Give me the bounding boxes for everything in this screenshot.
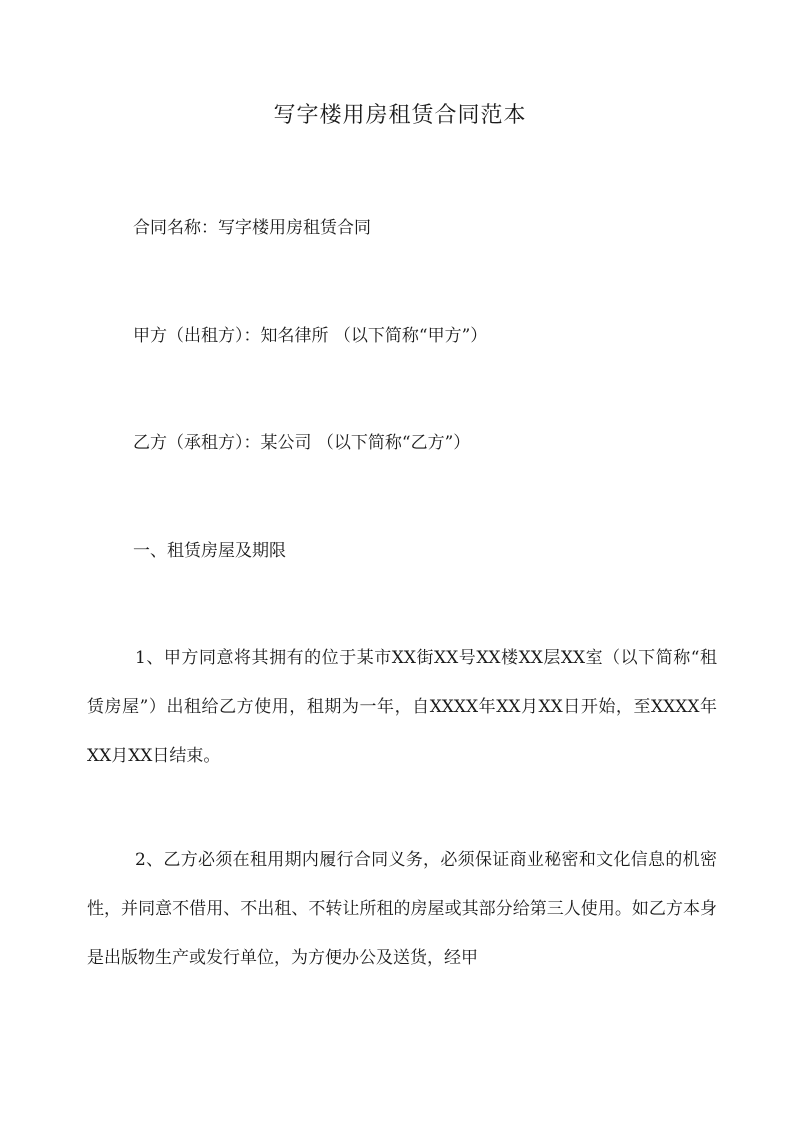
document-title: 写字楼用房租赁合同范本: [273, 103, 527, 128]
section-heading: 一、租赁房屋及期限: [133, 541, 286, 561]
clause-paragraph: 1、甲方同意将其拥有的位于某市XX街XX号XX楼XX层XX室（以下简称“租赁房屋”）出租给乙方使用，租期为一年，自XXXX年XX月XX日开始，至XXXX年XX月XX日结束。: [87, 648, 717, 766]
party-b-line: 乙方（承租方）：某公司 （以下简称“乙方”）: [133, 433, 471, 453]
clause-paragraph: 2、乙方必须在租用期内履行合同义务，必须保证商业秘密和文化信息的机密性，并同意不借用、不出租、不转让所租的房屋或其部分给第三人使用。如乙方本身是出版物生产或发行单位，为方便办公及送货，经甲: [87, 850, 717, 968]
contract-name-line: 合同名称：写字楼用房租赁合同: [133, 218, 371, 238]
party-a-line: 甲方（出租方）：知名律所 （以下简称“甲方”）: [133, 326, 488, 346]
